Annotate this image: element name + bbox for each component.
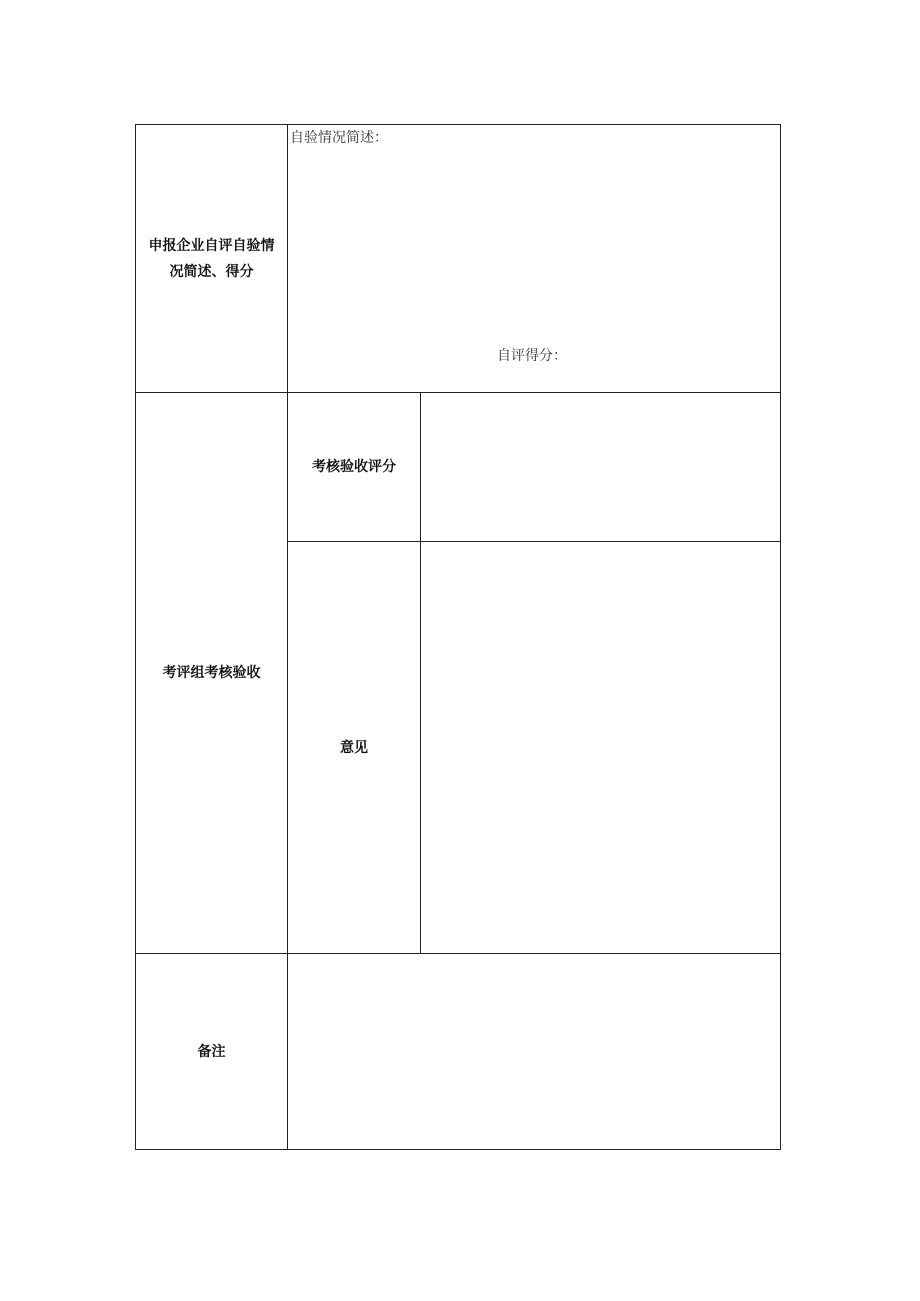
review-score-label: 考核验收评分 [312,459,396,475]
assessment-form-table [135,124,781,1150]
self-eval-label-text: 申报企业自评自验情况简述、得分 [148,237,275,280]
review-opinion-field[interactable] [421,542,780,953]
self-eval-label [136,125,287,392]
review-label: 考评组考核验收 [162,665,261,681]
review-opinion-label: 意见 [340,739,368,756]
review-score-field[interactable] [421,393,780,541]
self-eval-summary-area[interactable] [290,149,776,339]
self-eval-summary-prompt: 自验情况简述： [290,130,388,146]
remarks-label: 备注 [197,1043,226,1060]
remarks-field[interactable] [288,954,780,1149]
self-eval-score-prompt: 自评得分： [497,348,567,364]
